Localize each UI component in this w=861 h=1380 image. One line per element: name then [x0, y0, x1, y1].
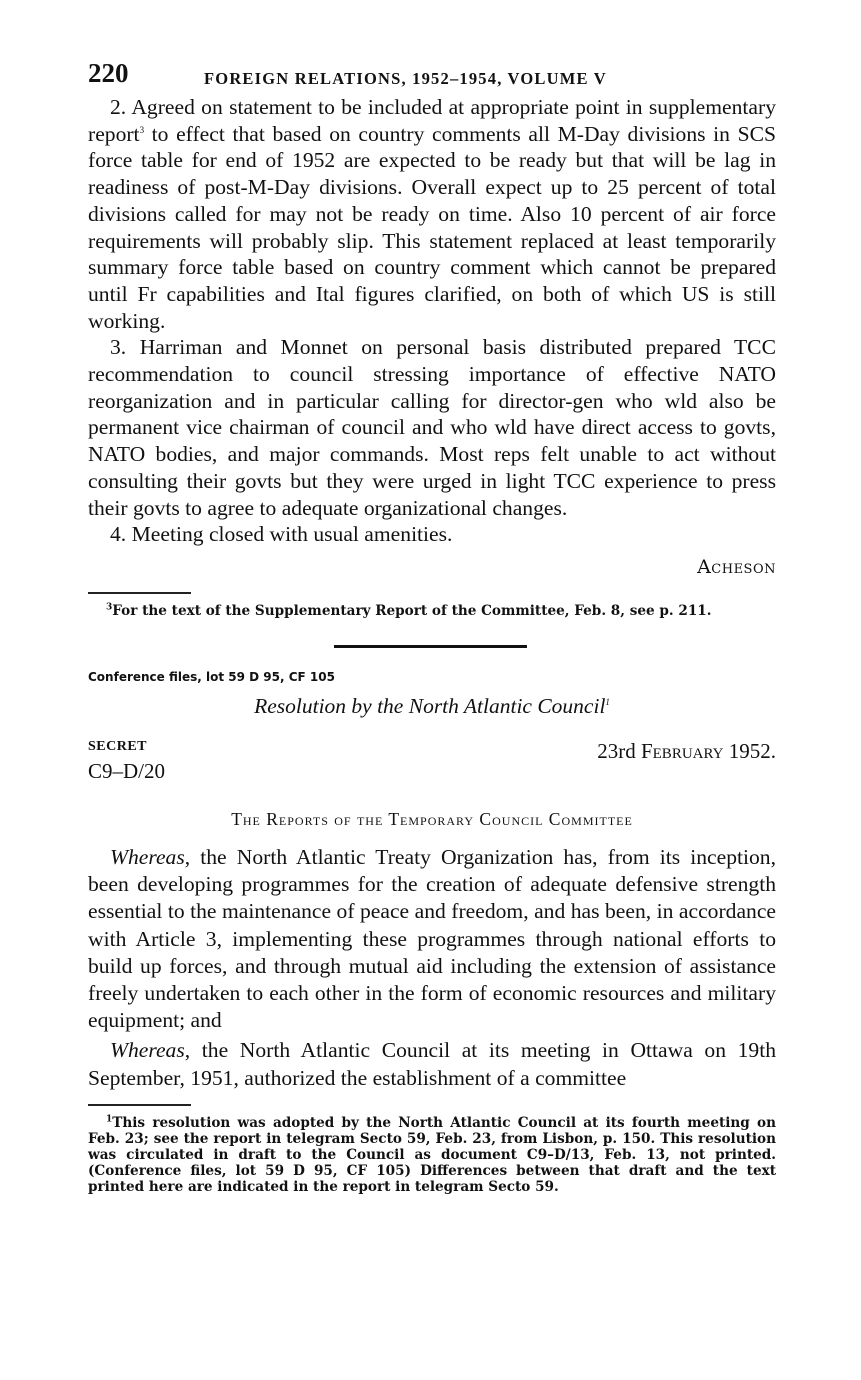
whereas-paragraph: [88, 1037, 776, 1091]
paragraph-number: 3.: [110, 335, 127, 360]
paragraph-text: Agreed on statement to be included at appropriate point in supplementary report: [88, 95, 777, 146]
whereas-lead: Whereas: [110, 1038, 185, 1063]
document-page: [88, 58, 776, 1195]
resolution-body: [88, 844, 776, 1092]
footnote-marker: 3: [106, 602, 113, 613]
footnote-1: [88, 1115, 776, 1195]
document-date: [597, 739, 776, 764]
paragraph-text: to effect that based on country comments all M-Day divisions in SCS force table for end of 1952 are expected to be ready but that will be lag in readiness of post-M-Day divisions. Overall expect up to 25 percent of total divisions called for may not be ready on time. Also 10 percent of air force requirements will probably slip. This statement replaced at least temporarily summary force table based on country comment which cannot be prepared until Fr capabilities and Ital figures clarified, on both of which US is still working.: [88, 121, 776, 333]
paragraph-3: [88, 334, 776, 521]
document-number: C9–D/20: [88, 758, 166, 783]
signature: Acheson: [697, 555, 776, 578]
footnote-ref[interactable]: 1: [605, 696, 610, 707]
footnote-rule: [88, 592, 191, 594]
footnote-rule: [88, 1104, 191, 1106]
section-heading: The Reports of the Temporary Council Committee: [231, 808, 633, 829]
whereas-paragraph: [88, 844, 776, 1034]
classification-row: [88, 739, 776, 791]
running-title: FOREIGN RELATIONS, 1952–1954, VOLUME V: [204, 69, 607, 88]
date-day: 23rd: [597, 738, 641, 763]
paragraph-text: , the North Atlantic Council at its meeting in Ottawa on 19th September, 1951, authorized the establishment of a committee: [88, 1038, 776, 1090]
paragraph-number: 2.: [110, 95, 127, 119]
paragraph-2: [88, 94, 776, 334]
date-month: February: [640, 738, 724, 763]
paragraph-text: Meeting closed with usual amenities.: [131, 522, 453, 547]
footnote-text: For the text of the Supplementary Report of the Committee, Feb. 8, see p. 211.: [112, 602, 712, 619]
running-head: [88, 58, 776, 94]
paragraph-text: , the North Atlantic Treaty Organization has, from its inception, been developing programmes for the creation of adequate defensive strength essential to the maintenance of peace and freedom, and has been, in accordance with Article 3, implementing these programmes through national efforts to build up forces, and through mutual aid including the extension of assistance freely undertaken to each other in the form of economic resources and military equipment; and: [88, 844, 776, 1033]
source-line: Conference files, lot 59 D 95, CF 105: [88, 669, 335, 684]
document-title-text: Resolution by the North Atlantic Council: [254, 693, 606, 718]
paragraph-4: [88, 521, 776, 548]
whereas-lead: Whereas: [110, 844, 185, 869]
footnote-marker: 1: [106, 1114, 113, 1125]
classification: SECRET: [88, 738, 148, 754]
paragraph-number: 4.: [110, 522, 127, 547]
page-number: 220: [88, 58, 129, 88]
paragraph-text: Harriman and Monnet on personal basis distributed prepared TCC recommendation to council stressing importance of effective NATO reorganization and in particular calling for director-gen who wld also be permanent vice chairman of council and who wld have direct access to govts, NATO bodies, and major commands. Most reps felt unable to act without consulting their govts but they were urged in light TCC experience to press their govts to agree to adequate organizational changes.: [88, 335, 776, 520]
document-title: [88, 694, 776, 719]
footnote-ref[interactable]: 3: [139, 124, 145, 135]
footnote-text: This resolution was adopted by the North Atlantic Council at its fourth meeting on Feb. 23; see the report in telegram Secto 59, Feb. 23, from Lisbon, p. 150. This resolution was circulated in draft to the Council as document C9–D/13, Feb. 13, not printed. (Conference files, lot 59 D 95, CF 105) Differences between that draft and the text printed here are indicated in the report in telegram Secto 59.: [88, 1114, 776, 1195]
footnote-3: [88, 603, 776, 619]
date-year: 1952.: [723, 738, 776, 763]
section-divider: [334, 645, 527, 648]
telegram-body: [88, 94, 776, 548]
